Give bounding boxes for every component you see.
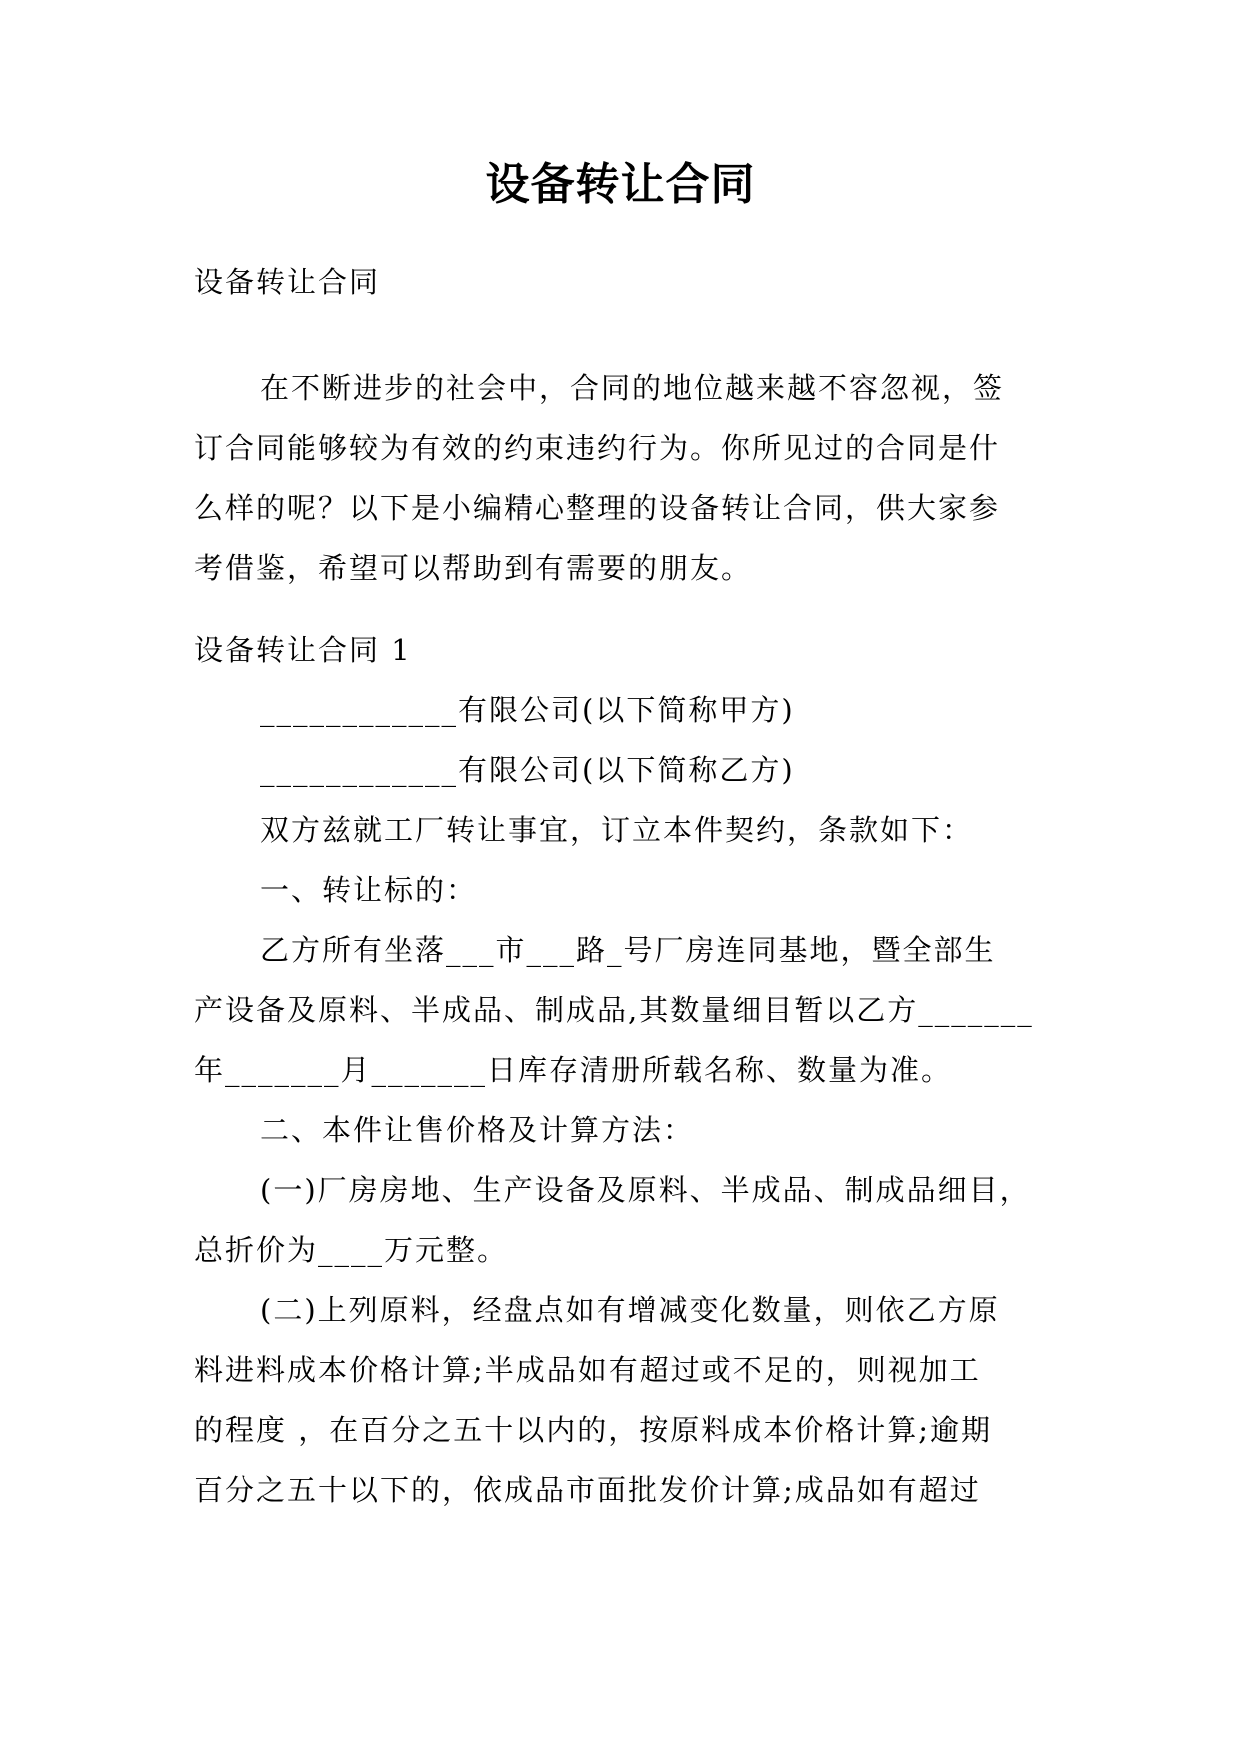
intro-line: 在不断进步的社会中，合同的地位越来越不容忽视，签 — [260, 371, 1005, 405]
document-title: 设备转让合同 — [485, 159, 756, 210]
contract-line: 乙方所有坐落___市___路_号厂房连同基地，暨全部生 — [260, 933, 996, 967]
clause-heading: 一、转让标的： — [260, 873, 478, 907]
contract-line: 产设备及原料、半成品、制成品,其数量细目暂以乙方_______ — [194, 993, 1034, 1027]
intro-line: 考借鉴，希望可以帮助到有需要的朋友。 — [194, 551, 753, 585]
intro-line: 订合同能够较为有效的约束违约行为。你所见过的合同是什 — [194, 431, 1001, 465]
contract-line: 的程度 ，在百分之五十以内的，按原料成本价格计算;逾期 — [194, 1413, 992, 1447]
contract-heading: 设备转让合同 1 — [194, 633, 412, 667]
contract-line: 百分之五十以下的，依成品市面批发价计算;成品如有超过 — [194, 1473, 981, 1507]
contract-section — [194, 620, 1056, 1520]
clause-heading: 二、本件让售价格及计算方法： — [260, 1113, 695, 1147]
party-b-line: ____________有限公司(以下简称乙方) — [260, 753, 795, 787]
contract-line: 料进料成本价格计算;半成品如有超过或不足的，则视加工 — [194, 1353, 981, 1387]
contract-line: (二)上列原料，经盘点如有增减变化数量，则依乙方原 — [260, 1293, 1000, 1327]
contract-line: 总折价为____万元整。 — [194, 1233, 509, 1267]
party-a-line: ____________有限公司(以下简称甲方) — [260, 693, 795, 727]
contract-line: 双方兹就工厂转让事宜，订立本件契约，条款如下： — [260, 813, 974, 847]
intro-paragraph — [194, 358, 1056, 598]
subtitle-line: 设备转让合同 — [194, 265, 381, 299]
intro-line: 么样的呢？以下是小编精心整理的设备转让合同，供大家参 — [194, 491, 1001, 525]
contract-line: (一)厂房房地、生产设备及原料、半成品、制成品细目， — [260, 1173, 1031, 1207]
document-subtitle — [194, 252, 1056, 312]
contract-line: 年_______月_______日库存清册所载名称、数量为准。 — [194, 1053, 953, 1087]
